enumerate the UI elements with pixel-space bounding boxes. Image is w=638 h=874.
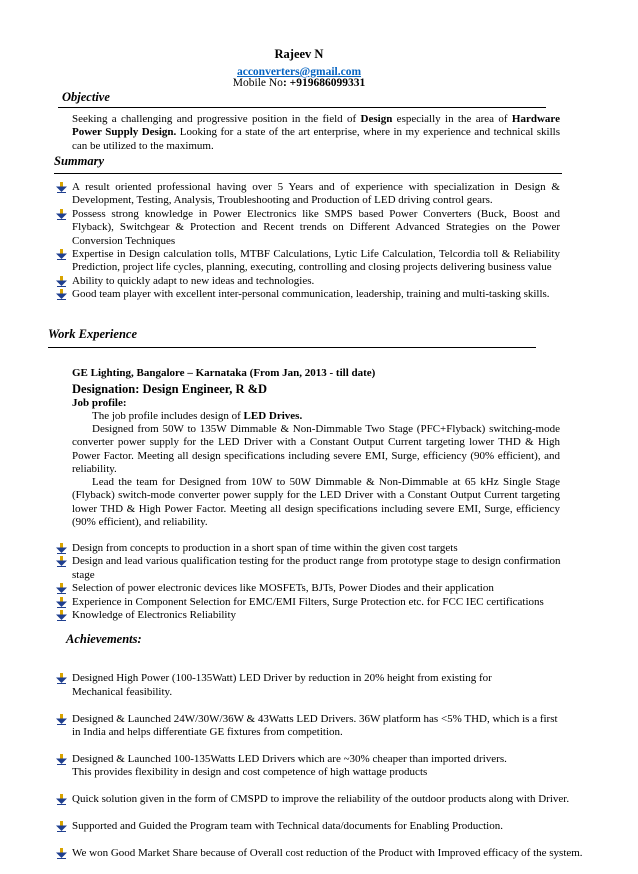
arrow-down-bullet-icon bbox=[56, 556, 67, 567]
arrow-down-bullet-icon bbox=[56, 794, 67, 805]
list-item bbox=[56, 713, 616, 740]
work-item-text: Design from concepts to production in a short span of time within the given cost targets bbox=[72, 542, 458, 554]
company-line: GE Lighting, Bangalore – Karnataka (From Jan, 2013 - till date) bbox=[72, 367, 376, 379]
objective-rule bbox=[58, 107, 546, 108]
list-item bbox=[56, 847, 616, 860]
list-item bbox=[56, 288, 560, 301]
job-profile-line bbox=[92, 410, 302, 423]
candidate-name: Rajeev N bbox=[274, 47, 324, 61]
summary-item-text: A result oriented professional having over 5 Years and of experience with specialization in Design & Development, Testing, Analysis, Troubleshooting and Production of LED driving control gears. bbox=[72, 181, 560, 207]
list-item bbox=[56, 582, 568, 595]
work-list bbox=[56, 542, 568, 622]
list-item bbox=[56, 248, 560, 275]
objective-text bbox=[72, 113, 560, 153]
mobile-label: Mobile No bbox=[232, 77, 283, 89]
list-item bbox=[56, 596, 568, 609]
list-item bbox=[56, 542, 568, 555]
objective-bold-1: Design bbox=[360, 113, 393, 125]
arrow-down-bullet-icon bbox=[56, 543, 67, 554]
arrow-down-bullet-icon bbox=[56, 583, 67, 594]
arrow-down-bullet-icon bbox=[56, 754, 67, 765]
summary-item-text: Ability to quickly adapt to new ideas and technologies. bbox=[72, 274, 315, 287]
list-item bbox=[56, 753, 616, 780]
summary-rule bbox=[54, 173, 562, 174]
arrow-down-bullet-icon bbox=[56, 673, 67, 684]
achievement-item-text: Designed & Launched 100-135Watts LED Drivers which are ~30% cheaper than imported drivers. This provides flexibility in design and cost competence of high wattage products bbox=[72, 752, 507, 779]
objective-text-3: Looking for a state of the art enterprise, where in my experience and technical skills can be utilized to the maximum. bbox=[72, 126, 560, 152]
achievement-item-text: We won Good Market Share because of Overall cost reduction of the Product with Improved efficacy of the system. bbox=[72, 846, 583, 859]
objective-heading: Objective bbox=[62, 90, 110, 104]
arrow-down-bullet-icon bbox=[56, 182, 67, 193]
achievement-item-text: Quick solution given in the form of CMSPD to improve the reliability of the outdoor products along with Driver. bbox=[72, 793, 570, 806]
profile-text: The job profile includes design of bbox=[92, 410, 244, 422]
objective-text-1: Seeking a challenging and progressive position in the field of bbox=[72, 113, 361, 125]
arrow-down-bullet-icon bbox=[56, 821, 67, 832]
designation-line: Designation: Design Engineer, R &D bbox=[72, 382, 268, 396]
objective-bold-2: Hardware Power Supply Design. bbox=[72, 113, 560, 139]
work-paragraph-2: Lead the team for Designed from 10W to 50W Dimmable & Non-Dimmable at 65 kHz Single Stage (Flyback) switch-mode converter power supply for the LED Driver with a Constant Output Current targeting lower THD & High Power Factor. Meeting all design specifications including severe EMI, Surge, efficiency (90% efficient), and reliability. bbox=[72, 476, 560, 529]
arrow-down-bullet-icon bbox=[56, 610, 67, 621]
work-item-text: Experience in Component Selection for EMC/EMI Filters, Surge Protection etc. for FCC IEC certifications bbox=[72, 595, 544, 608]
list-item bbox=[56, 793, 616, 806]
profile-bold: LED Drives. bbox=[243, 410, 303, 422]
arrow-down-bullet-icon bbox=[56, 276, 67, 287]
list-item bbox=[56, 672, 616, 699]
arrow-down-bullet-icon bbox=[56, 848, 67, 859]
arrow-down-bullet-icon bbox=[56, 597, 67, 608]
summary-item-text: Expertise in Design calculation tolls, MTBF Calculations, Lytic Life Calculation, Telcordia toll & Reliability Prediction, project life cycles, planning, executing, controlling and closing projects delivering business value bbox=[72, 248, 560, 274]
work-rule bbox=[48, 347, 536, 348]
achievements-heading: Achievements: bbox=[66, 632, 142, 646]
arrow-down-bullet-icon bbox=[56, 714, 67, 725]
list-item bbox=[56, 181, 560, 208]
summary-item-text: Good team player with excellent inter-personal communication, leadership, training and multi-tasking skills. bbox=[72, 288, 550, 301]
work-heading: Work Experience bbox=[48, 327, 137, 341]
list-item bbox=[56, 555, 568, 582]
list-item bbox=[56, 208, 560, 248]
job-profile-label: Job profile: bbox=[72, 397, 127, 409]
arrow-down-bullet-icon bbox=[56, 249, 67, 260]
achievement-item-text: Designed High Power (100-135Watt) LED Driver by reduction in 20% height from existing for Mechanical feasibility. bbox=[72, 672, 492, 698]
mobile-row bbox=[0, 77, 598, 89]
mobile-number: : +919686099331 bbox=[282, 77, 366, 89]
arrow-down-bullet-icon bbox=[56, 209, 67, 220]
achievements-list bbox=[56, 659, 616, 874]
email-link[interactable]: acconverters@gmail.com bbox=[236, 66, 362, 78]
summary-heading: Summary bbox=[54, 154, 105, 168]
achievement-item-text: Designed & Launched 24W/30W/36W & 43Watts LED Drivers. 36W platform has <5% THD, which is a first in India and helps differentiate GE fixtures from competition. bbox=[72, 712, 558, 739]
summary-item-text: Possess strong knowledge in Power Electronics like SMPS based Power Converters (Buck, Boost and Flyback), Switchgear & Protection and Recent trends on Different Advanced Strategies on the Power Conversion Techniques bbox=[72, 207, 560, 247]
objective-text-2: especially in the area of bbox=[392, 113, 512, 125]
work-item-text: Selection of power electronic devices like MOSFETs, BJTs, Power Diodes and their application bbox=[72, 582, 494, 595]
arrow-down-bullet-icon bbox=[56, 289, 67, 300]
work-item-text: Knowledge of Electronics Reliability bbox=[72, 609, 237, 622]
list-item bbox=[56, 275, 560, 288]
achievement-item-text: Supported and Guided the Program team with Technical data/documents for Enabling Production. bbox=[72, 819, 503, 832]
list-item bbox=[56, 820, 616, 833]
list-item bbox=[56, 609, 568, 622]
work-item-text: Design and lead various qualification testing for the product range from prototype stage to design confirmation stage bbox=[72, 555, 561, 581]
work-paragraph-1: Designed from 50W to 135W Dimmable & Non-Dimmable Two Stage (PFC+Flyback) switching-mode converter power supply for the LED Driver with a Constant Output Current targeting lower THD & High Power Factor. Meeting all design specifications including severe EMI, Surge, efficiency (90% efficient), and reliability. bbox=[72, 423, 560, 476]
summary-list bbox=[56, 181, 560, 302]
